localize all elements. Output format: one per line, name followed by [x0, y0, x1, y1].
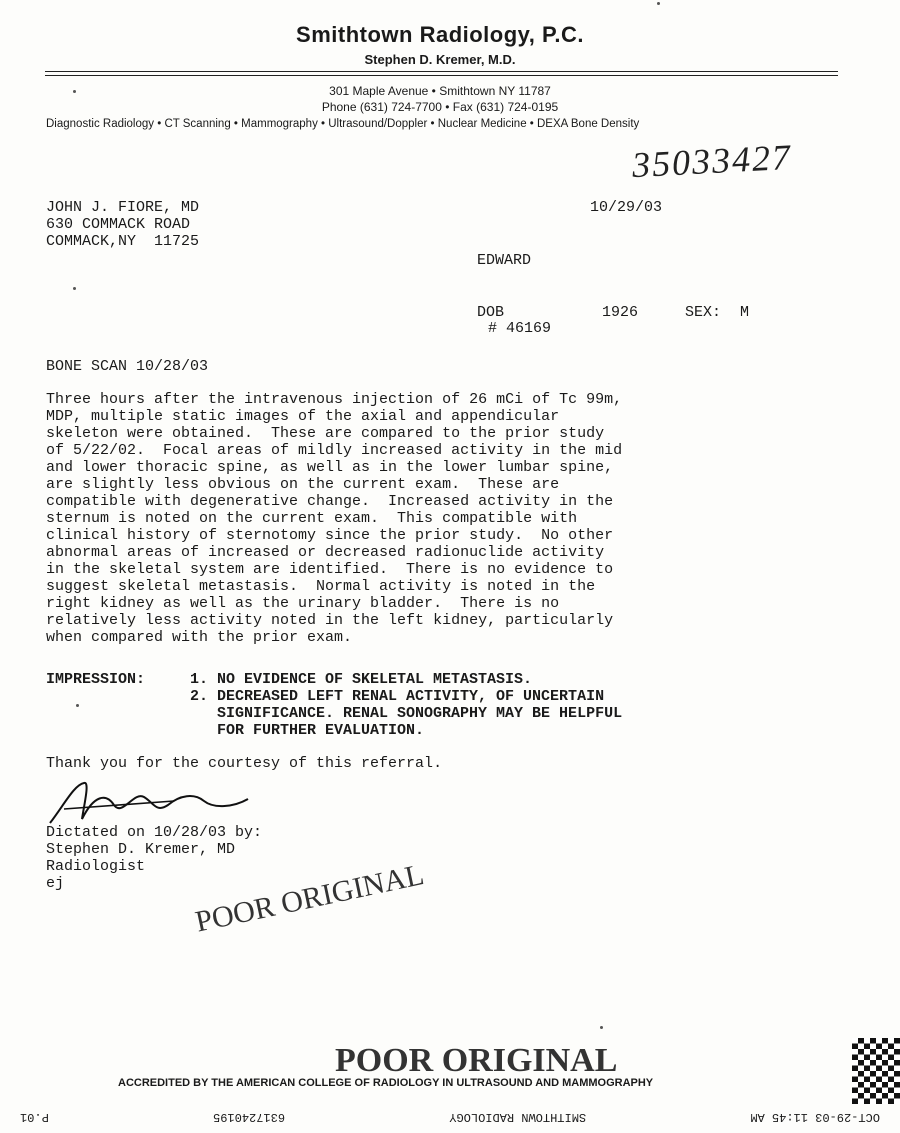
- dictated-line: Dictated on 10/28/03 by:: [46, 824, 263, 841]
- typist-initials: ej: [46, 875, 65, 892]
- checkerboard-mark: [852, 1038, 900, 1104]
- findings-line: and lower thoracic spine, as well as in the lower lumbar spine,: [46, 459, 614, 476]
- signature-block: [46, 824, 262, 892]
- recipient-city: COMMACK,NY 11725: [46, 233, 200, 250]
- speck: [600, 1026, 603, 1029]
- fax-sender: SMITHTOWN RADIOLOGY: [449, 1110, 587, 1124]
- speck: [657, 2, 660, 5]
- findings-line: of 5/22/02. Focal areas of mildly increased activity in the mid: [46, 442, 623, 459]
- speck: [76, 704, 79, 707]
- address-line: 301 Maple Avenue • Smithtown NY 11787: [329, 84, 551, 98]
- closing-line: Thank you for the courtesy of this referral.: [46, 755, 443, 772]
- sex-value: M: [740, 304, 750, 321]
- sex-label: SEX:: [685, 304, 722, 321]
- findings-line: Three hours after the intravenous injection of 26 mCi of Tc 99m,: [46, 391, 623, 408]
- exam-title: BONE SCAN 10/28/03: [46, 358, 209, 375]
- handwritten-number: 35033427: [631, 136, 793, 186]
- patient-id: # 46169: [488, 320, 552, 337]
- findings-line: abnormal areas of increased or decreased radionuclide activity: [46, 544, 605, 561]
- radiologist-name: Stephen D. Kremer, MD: [46, 841, 236, 858]
- findings-line: relatively less activity noted in the left kidney, particularly: [46, 612, 614, 629]
- recipient-block: [46, 199, 199, 250]
- findings-line: are slightly less obvious on the current exam. These are: [46, 476, 560, 493]
- speck: [73, 287, 76, 290]
- impression-item: 1. NO EVIDENCE OF SKELETAL METASTASIS.: [190, 671, 533, 688]
- doctor-name-header: Stephen D. Kremer, M.D.: [364, 52, 516, 67]
- findings-line: suggest skeletal metastasis. Normal activity is noted in the: [46, 578, 596, 595]
- firm-name: Smithtown Radiology, P.C.: [296, 22, 584, 47]
- accreditation-line: ACCREDITED BY THE AMERICAN COLLEGE OF RADIOLOGY IN ULTRASOUND AND MAMMOGRAPHY: [118, 1077, 654, 1089]
- findings-line: MDP, multiple static images of the axial and appendicular: [46, 408, 560, 425]
- speck: [73, 90, 76, 93]
- findings-line: compatible with degenerative change. Increased activity in the: [46, 493, 614, 510]
- impression-item: 2. DECREASED LEFT RENAL ACTIVITY, OF UNCERTAIN: [190, 688, 605, 705]
- radiologist-title: Radiologist: [46, 858, 146, 875]
- impression-list: [190, 671, 622, 739]
- recipient-name: JOHN J. FIORE, MD: [46, 199, 200, 216]
- poor-original-stamp-bottom: POOR ORIGINAL: [335, 1042, 618, 1079]
- fax-page: P.01: [20, 1110, 49, 1124]
- impression-item: FOR FURTHER EVALUATION.: [190, 722, 425, 739]
- findings-line: skeleton were obtained. These are compared to the prior study: [46, 425, 605, 442]
- fax-timestamp: OCT-29-03 11:45 AM: [750, 1110, 880, 1124]
- findings-line: clinical history of sternotomy since the prior study. No other: [46, 527, 614, 544]
- impression-label: IMPRESSION:: [46, 671, 146, 688]
- fax-number: 6317240195: [213, 1110, 286, 1124]
- poor-original-stamp: POOR ORIGINAL: [192, 858, 427, 939]
- phone-fax-line: Phone (631) 724-7700 • Fax (631) 724-0195: [321, 100, 559, 114]
- impression-item: SIGNIFICANCE. RENAL SONOGRAPHY MAY BE HELPFUL: [190, 705, 623, 722]
- header-rule-bottom: [45, 75, 838, 76]
- fax-header-line: [20, 1108, 880, 1125]
- dob-label: DOB: [477, 304, 505, 321]
- services-line: Diagnostic Radiology • CT Scanning • Mammography • Ultrasound/Doppler • Nuclear Medicine • DEXA Bone Density: [46, 118, 640, 130]
- findings-paragraph: [46, 391, 776, 646]
- findings-line: when compared with the prior exam.: [46, 629, 353, 646]
- findings-line: right kidney as well as the urinary bladder. There is no: [46, 595, 560, 612]
- dob-value: 1926: [602, 304, 639, 321]
- findings-line: sternum is noted on the current exam. This compatible with: [46, 510, 578, 527]
- findings-line: in the skeletal system are identified. There is no evidence to: [46, 561, 614, 578]
- patient-name: EDWARD: [477, 252, 532, 269]
- header-rule-top: [45, 71, 838, 72]
- letter-date: 10/29/03: [590, 199, 663, 216]
- recipient-street: 630 COMMACK ROAD: [46, 216, 191, 233]
